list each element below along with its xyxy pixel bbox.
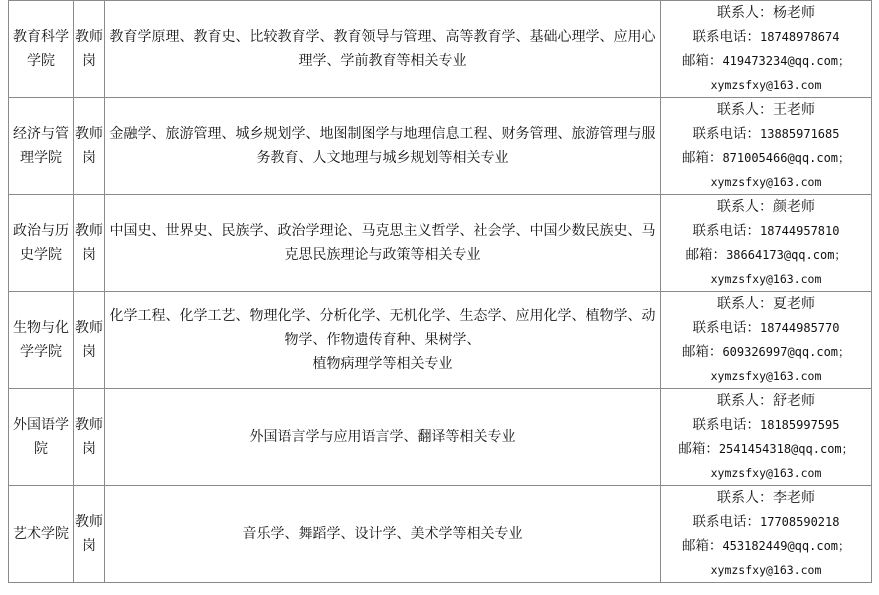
college-cell: 经济与管理学院 <box>9 98 74 195</box>
contact-phone-line <box>663 413 869 437</box>
contact-email-secondary: xymzsfxy@163.com <box>710 175 822 189</box>
contact-email-line <box>663 340 869 364</box>
majors-cell <box>105 486 661 583</box>
contact-email-label: 邮箱： <box>678 441 719 457</box>
contact-person: 联系人：李老师 <box>717 490 815 506</box>
contact-email-secondary: xymzsfxy@163.com <box>710 369 822 383</box>
contact-email-label: 邮箱： <box>681 344 723 360</box>
majors-text: 教育学原理、教育史、比较教育学、教育领导与管理、高等教育学、基础心理学、应用心理学、学前教育等相关专业 <box>109 29 656 69</box>
contact-email-line <box>663 437 869 461</box>
contact-email-line <box>663 146 869 170</box>
contact-phone-line <box>663 316 869 340</box>
contact-email: 419473234@qq.com； <box>722 54 851 68</box>
contact-cell <box>661 389 872 486</box>
college-cell: 教育科学学院 <box>9 1 74 98</box>
contact-phone-label: 联系电话： <box>692 223 760 239</box>
contact-phone: 13885971685 <box>760 127 840 141</box>
contact-email-label: 邮箱： <box>685 247 727 263</box>
college-cell: 外国语学院 <box>9 389 74 486</box>
table-body <box>9 1 872 583</box>
contact-email: 38664173@qq.com； <box>726 248 847 262</box>
contact-cell <box>661 1 872 98</box>
contact-email-line <box>663 534 869 558</box>
majors-cell <box>105 98 661 195</box>
table-row <box>9 1 872 98</box>
majors-text: 植物病理学等相关专业 <box>312 356 453 372</box>
majors-cell <box>105 195 661 292</box>
post-cell: 教师岗 <box>74 195 105 292</box>
table-row <box>9 486 872 583</box>
contact-email: 2541454318@qq.com； <box>718 442 854 456</box>
contact-phone: 17708590218 <box>760 515 840 529</box>
contact-email: 871005466@qq.com； <box>722 151 851 165</box>
contact-phone-label: 联系电话： <box>692 514 760 530</box>
contact-phone: 18185997595 <box>760 418 840 432</box>
post-cell: 教师岗 <box>74 389 105 486</box>
post-cell: 教师岗 <box>74 486 105 583</box>
majors-text: 金融学、旅游管理、城乡规划学、地图制图学与地理信息工程、财务管理、旅游管理与服务教育、人文地理与城乡规划等相关专业 <box>109 126 656 166</box>
contact-phone-line <box>663 122 869 146</box>
contact-phone-label: 联系电话： <box>692 320 760 336</box>
contact-person: 联系人：舒老师 <box>717 393 815 409</box>
post-cell: 教师岗 <box>74 292 105 389</box>
majors-text: 化学工程、化学工艺、物理化学、分析化学、无机化学、生态学、应用化学、植物学、动物学、作物遗传育种、果树学、 <box>109 308 656 348</box>
majors-text: 音乐学、舞蹈学、设计学、美术学等相关专业 <box>242 526 523 542</box>
table-row <box>9 98 872 195</box>
contact-phone: 18744957810 <box>760 224 840 238</box>
contact-phone-line <box>663 510 869 534</box>
majors-text: 外国语言学与应用语言学、翻译等相关专业 <box>249 429 516 445</box>
table-row <box>9 292 872 389</box>
contact-cell <box>661 292 872 389</box>
college-cell: 生物与化学学院 <box>9 292 74 389</box>
college-cell: 艺术学院 <box>9 486 74 583</box>
contact-email-label: 邮箱： <box>681 538 723 554</box>
majors-cell <box>105 292 661 389</box>
contact-person: 联系人：颜老师 <box>717 199 815 215</box>
contact-email-label: 邮箱： <box>681 53 723 69</box>
post-cell: 教师岗 <box>74 98 105 195</box>
recruitment-table-container <box>8 0 864 583</box>
contact-cell <box>661 195 872 292</box>
contact-email: 609326997@qq.com； <box>722 345 851 359</box>
contact-person: 联系人：夏老师 <box>717 296 815 312</box>
majors-cell <box>105 1 661 98</box>
contact-person: 联系人：王老师 <box>717 102 815 118</box>
contact-phone-label: 联系电话： <box>692 126 760 142</box>
college-cell: 政治与历史学院 <box>9 195 74 292</box>
contact-email-label: 邮箱： <box>681 150 723 166</box>
contact-email-line <box>663 243 869 267</box>
contact-cell <box>661 486 872 583</box>
contact-email: 453182449@qq.com； <box>722 539 851 553</box>
post-cell: 教师岗 <box>74 1 105 98</box>
table-row <box>9 195 872 292</box>
contact-email-line <box>663 49 869 73</box>
contact-phone-line <box>663 219 869 243</box>
table-row <box>9 389 872 486</box>
contact-cell <box>661 98 872 195</box>
contact-phone-line <box>663 25 869 49</box>
majors-cell <box>105 389 661 486</box>
contact-email-secondary: xymzsfxy@163.com <box>710 563 822 577</box>
contact-phone-label: 联系电话： <box>692 417 760 433</box>
contact-phone: 18744985770 <box>760 321 840 335</box>
contact-email-secondary: xymzsfxy@163.com <box>710 466 822 480</box>
majors-text: 中国史、世界史、民族学、政治学理论、马克思主义哲学、社会学、中国少数民族史、马克思民族理论与政策等相关专业 <box>109 223 656 263</box>
contact-email-secondary: xymzsfxy@163.com <box>710 78 822 92</box>
contact-person: 联系人：杨老师 <box>717 5 815 21</box>
recruitment-table <box>8 0 872 583</box>
contact-email-secondary: xymzsfxy@163.com <box>710 272 822 286</box>
contact-phone-label: 联系电话： <box>692 29 760 45</box>
contact-phone: 18748978674 <box>760 30 840 44</box>
